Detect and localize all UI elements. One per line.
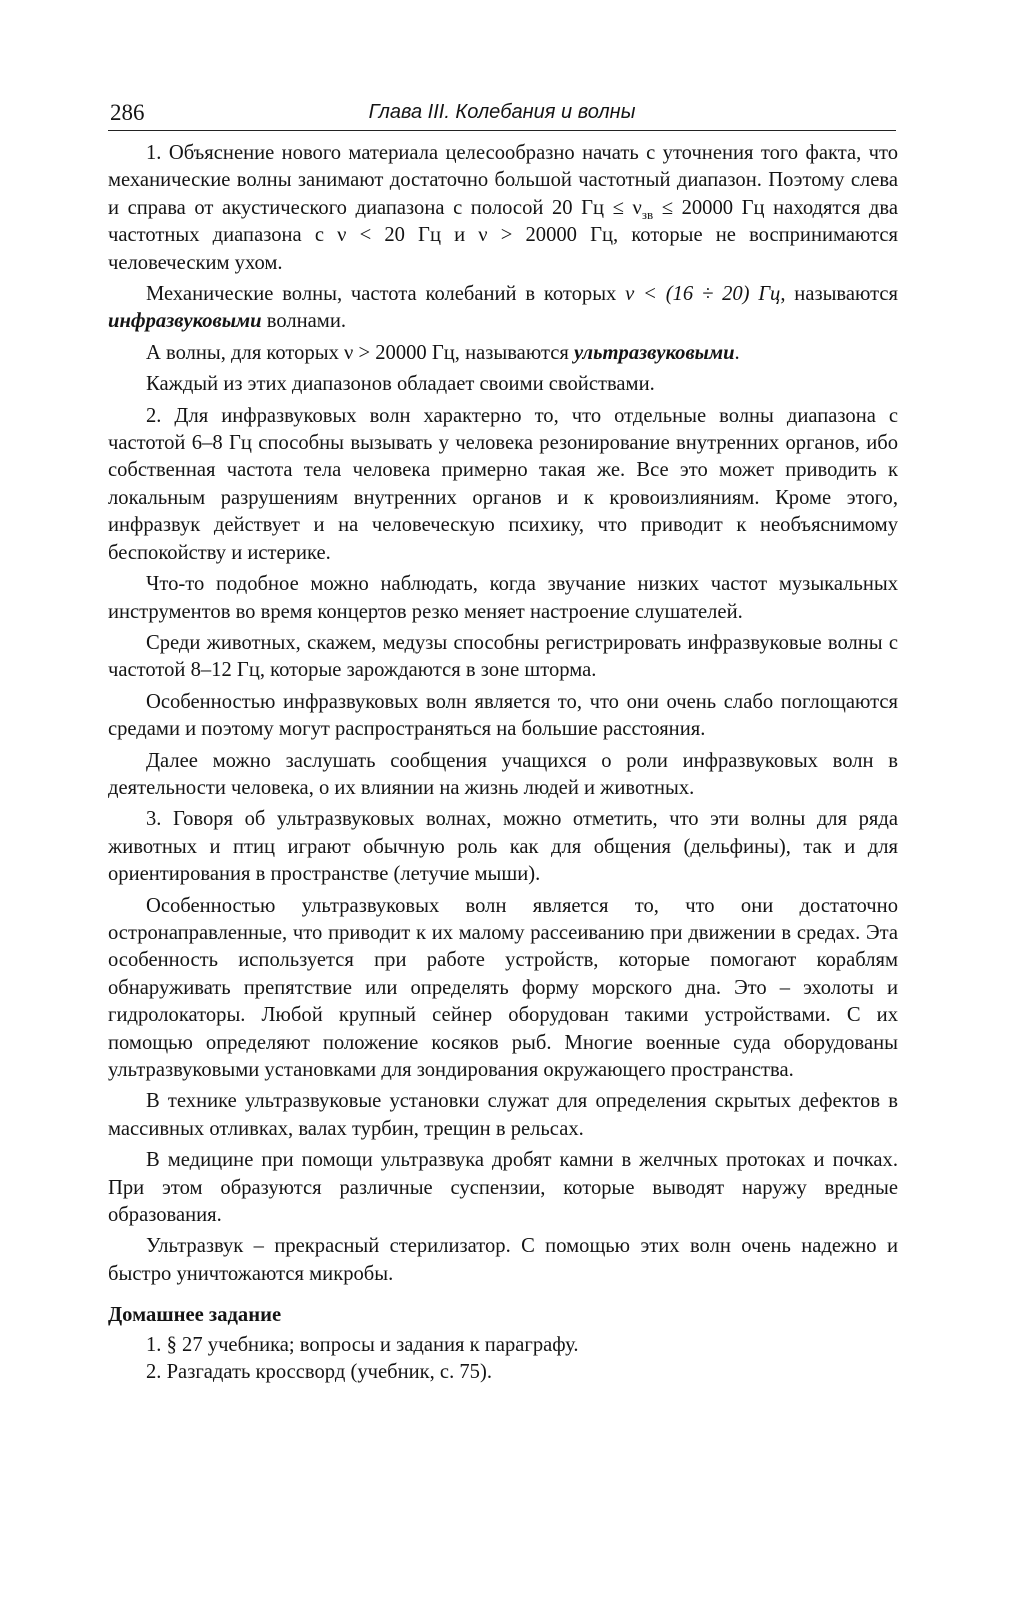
- paragraph: [108, 140, 898, 277]
- homework-heading: Домашнее задание: [108, 1304, 282, 1327]
- paragraph: 3. Говоря об ультразвуковых волнах, можно отметить, что эти волны для ряда животных и птиц играют обычную роль как для общения (дельфины), так и для ориентирования в пространстве (летучие мыши).: [108, 808, 898, 886]
- homework-item: 2. Разгадать кроссворд (учебник, с. 75).: [146, 1361, 492, 1384]
- paragraph-text: волнами.: [261, 310, 347, 333]
- paragraph-text: , называются: [780, 283, 899, 306]
- term-ultrasonic: ультразвуковыми: [573, 341, 735, 364]
- paragraph: Особенностью ультразвуковых волн является то, что они достаточно остронаправленные, что приводит к их малому рассеиванию при движении в средах. Эта особенность используется при работе устройств, которые помогают кораблям обнаруживать препятствие или определять форму морского дна. Это – эхолоты и гидролокаторы. Любой крупный сейнер оборудован такими устройствами. С их помощью определяют положение косяков рыб. Многие военные суда оборудованы ультразвуковыми установками для зондирования окружающего пространства.: [108, 894, 898, 1081]
- paragraph-text: А волны, для которых ν > 20000 Гц, называются: [146, 341, 574, 364]
- page-content: [108, 140, 898, 1386]
- term-infrasonic: инфразвуковыми: [108, 310, 262, 333]
- chapter-title: Глава III. Колебания и волны: [368, 101, 636, 123]
- page-header: [108, 100, 896, 131]
- paragraph-text: .: [734, 341, 740, 364]
- paragraph-text: Механические волны, частота колебаний в которых: [146, 283, 626, 306]
- paragraph-text: 1. Объяснение нового материала целесообразно начать с уточнения того факта, что механические волны занимают достаточно большой частотный диапазон. Поэтому слева и справа от акустического диапазона с полосой 20 Гц ≤ ν: [108, 142, 898, 219]
- paragraph: В технике ультразвуковые установки служат для определения скрытых дефектов в массивных отливках, валах турбин, трещин в рельсах.: [108, 1090, 898, 1140]
- paragraph: [108, 281, 898, 336]
- paragraph: Что-то подобное можно наблюдать, когда звучание низких частот музыкальных инструментов во время концертов резко меняет настроение слушателей.: [108, 573, 898, 623]
- paragraph: Особенностью инфразвуковых волн является то, что они очень слабо поглощаются средами и поэтому могут распространяться на большие расстояния.: [108, 690, 898, 741]
- paragraph: Среди животных, скажем, медузы способны регистрировать инфразвуковые волны с частотой 8–12 Гц, которые зарождаются в зоне шторма.: [108, 631, 898, 682]
- paragraph: [108, 340, 898, 367]
- paragraph: Ультразвук – прекрасный стерилизатор. С помощью этих волн очень надежно и быстро уничтожаются микробы.: [108, 1235, 898, 1285]
- paragraph: Далее можно заслушать сообщения учащихся о роли инфразвуковых волн в деятельности человека, о их влиянии на жизнь людей и животных.: [108, 749, 898, 799]
- page-number: 286: [110, 100, 145, 125]
- paragraph: 2. Для инфразвуковых волн характерно то, что отдельные волны диапазона с частотой 6–8 Гц способны вызывать у человека резонирование внутренних органов, ибо собственная частота тела человека примерно такая же. Все это может приводить к локальным разрушениям внутренних органов и к кровоизлияниям. Кроме этого, инфразвук действует и на человеческую психику, что приводит к необъяснимому беспокойству и истерике.: [108, 404, 898, 564]
- homework-item: 1. § 27 учебника; вопросы и задания к параграфу.: [146, 1333, 579, 1356]
- paragraph: Каждый из этих диапазонов обладает своими свойствами.: [146, 373, 655, 396]
- subscript: зв: [641, 206, 654, 222]
- paragraph: В медицине при помощи ультразвука дробят камни в желчных протоках и почках. При этом образуются различные суспензии, которые выводят наружу вредные образования.: [108, 1149, 898, 1227]
- paragraph-text: ≤ 20000 Гц находятся два частотных диапазона с ν < 20 Гц и ν > 20000 Гц, которые не воспринимаются человеческим ухом.: [108, 196, 898, 274]
- formula: ν < (16 ÷ 20) Гц: [625, 283, 781, 306]
